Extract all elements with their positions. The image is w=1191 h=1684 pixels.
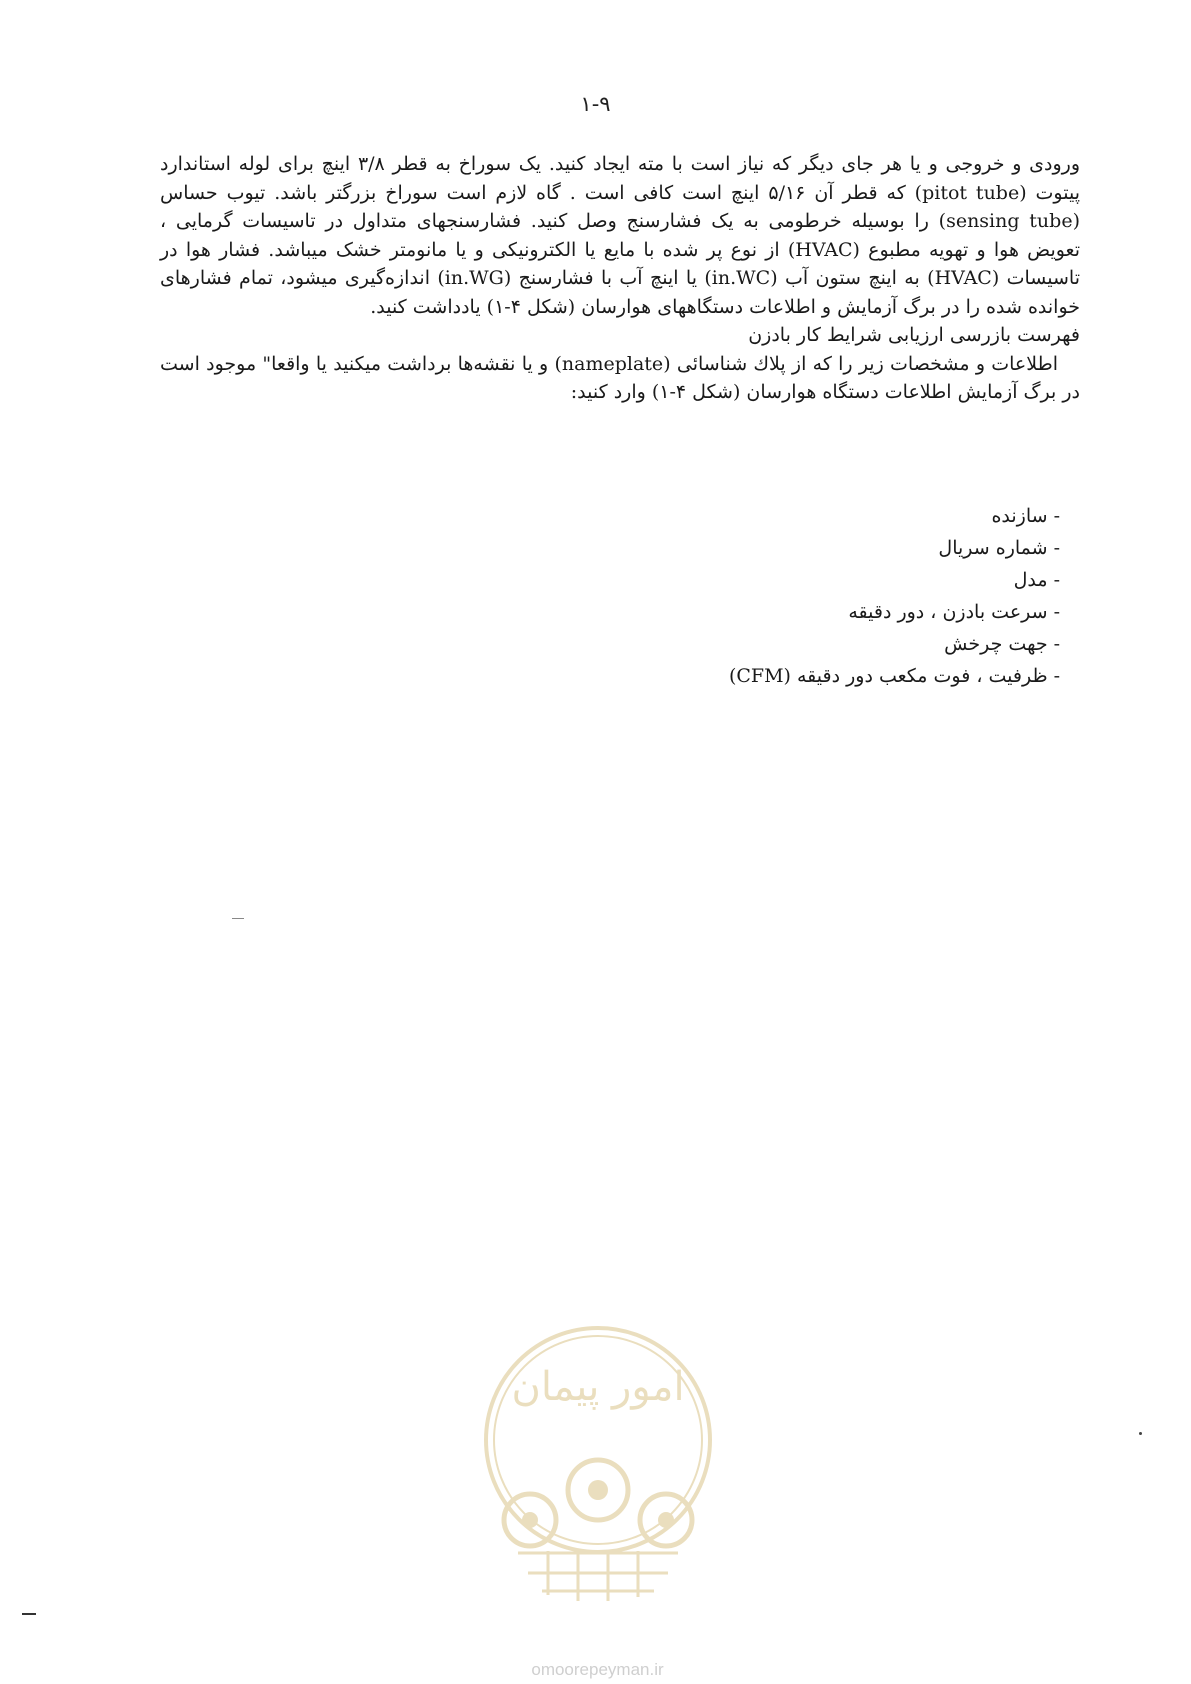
scan-mark (232, 918, 244, 919)
list-item-text: جهت چرخش (944, 633, 1048, 655)
watermark-logo-text: امور پیمان (511, 1364, 685, 1410)
list-dash: - (1053, 569, 1060, 591)
section-heading: فهرست بازرسی ارزیابی شرایط کار بادزن (748, 324, 1080, 346)
list-dash: - (1053, 537, 1060, 559)
list-dash: - (1053, 665, 1060, 687)
list-dash: - (1053, 633, 1060, 655)
list-item-text: سازنده (991, 505, 1048, 527)
list-item (360, 628, 1060, 660)
watermark-logo (478, 1315, 718, 1615)
list-item-text: مدل (1013, 569, 1048, 591)
list-item (360, 564, 1060, 596)
paragraph-nameplate-info: اطلاعات و مشخصات زیر را که از پلاك شناسائی (nameplate) و یا نقشه‌ها برداشت میکنید یا واقعا" موجود است در برگ آزمایش اطلاعات دستگاه هوارسان (شکل ۴-۱) وارد کنید: (160, 352, 1080, 403)
list-item (360, 500, 1060, 532)
spec-list (360, 500, 1060, 692)
scan-dash (22, 1613, 36, 1615)
scan-speck (1139, 1432, 1142, 1435)
list-item-text: سرعت بادزن ، دور دقیقه (848, 601, 1048, 623)
list-item (360, 532, 1060, 564)
paragraph-pressure-measurement: ورودی و خروجی و یا هر جای دیگر که نیاز است با مته ایجاد کنید. یک سوراخ به قطر ۳/۸ اینچ برای لوله استاندارد پیتوت (pitot tube) که قطر آن ۵/۱۶ اینچ است کافی است . گاه لازم است سوراخ بزرگتر باشد. تیوب حساس (sensing tube) را بوسیله خرطومی به یک فشارسنج وصل کنید. فشارسنجهای متداول در تاسیسات گرمایی ، تعویض هوا و تهویه مطبوع (HVAC) از نوع پر شده با مایع یا الکترونیکی و یا مانومتر خشک میباشد. فشار هوا در تاسیسات (HVAC) به اینچ ستون آب (in.WC) یا اینچ آب با فشارسنج (in.WG) اندازه‌گیری میشود، تمام فشارهای خوانده شده را در برگ آزمایش و اطلاعات دستگاههای هوارسان (شکل ۴-۱) یادداشت کنید. (160, 153, 1081, 318)
body-text (160, 150, 1080, 407)
watermark-caption: omoorepeyman.ir (531, 1660, 664, 1679)
page-number: ۱-۹ (580, 92, 611, 116)
list-item (360, 660, 1060, 692)
list-dash: - (1053, 505, 1060, 527)
list-item-text: ظرفیت ، فوت مکعب دور دقیقه (CFM) (728, 665, 1048, 687)
list-item (360, 596, 1060, 628)
list-item-text: شماره سریال (938, 537, 1048, 559)
list-dash: - (1053, 601, 1060, 623)
